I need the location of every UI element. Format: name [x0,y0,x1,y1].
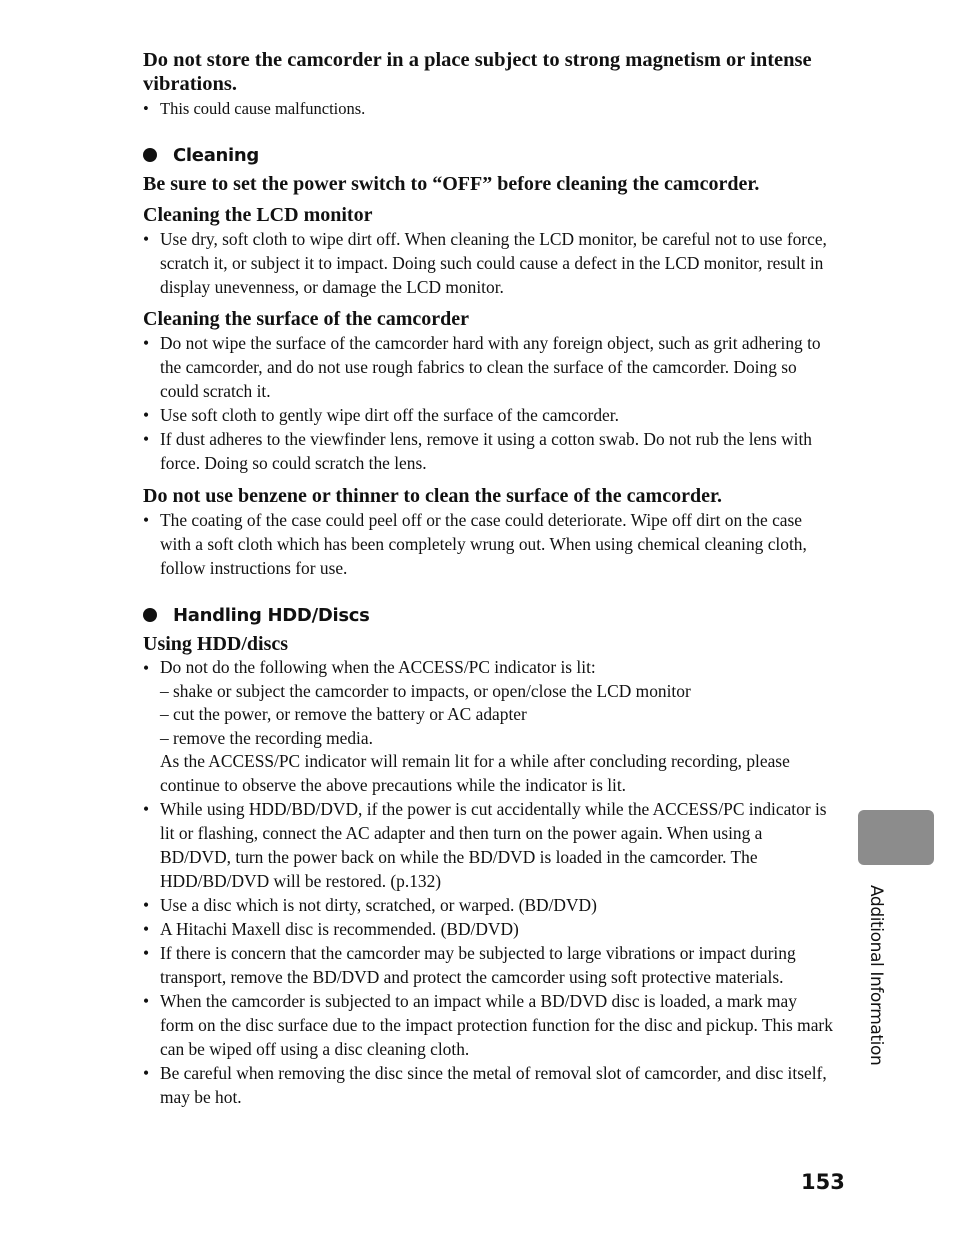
lcd-heading: Cleaning the LCD monitor [143,204,373,226]
surface-heading: Cleaning the surface of the camcorder [143,308,470,330]
bullet-icon: • [143,1063,150,1083]
bullet-icon: • [143,99,149,118]
cleaning-title: Cleaning [173,145,260,166]
list-item: • If there is concern that the camcorder may be subjected to large vibrations or impact during transport, remove the BD/DVD and protect the camcorder using soft protective materials. [143,943,796,987]
lcd-bullets [143,227,835,299]
bullet-icon: • [143,943,150,963]
cleaning-section-heading [143,144,835,168]
bullet-icon: • [143,895,150,915]
list-item: • When the camcorder is subjected to an impact while a BD/DVD disc is loaded, a mark may form on the disc surface due to the impact protection function for the disc and pickup. This mark can be wiped off using a disc cleaning cloth. [143,991,833,1059]
bullet-icon: • [143,510,150,530]
handling-title: Handling HDD/Discs [173,605,370,626]
list-item: • Use dry, soft cloth to wipe dirt off. When cleaning the LCD monitor, be careful not to use force, scratch it, or subject it to impact. Doing such could cause a defect in the LCD monitor, result in display unevenness, or damage the LCD monitor. [143,229,827,297]
list-item: • Use soft cloth to gently wipe dirt off the surface of the camcorder. [143,405,619,425]
using-bullets [143,656,835,1109]
chapter-tab [858,810,934,865]
surface-bullets [143,331,835,475]
bullet-icon: • [143,229,150,249]
benzene-heading: Do not use benzene or thinner to clean the surface of the camcorder. [143,485,722,507]
list-item: • Be careful when removing the disc since the metal of removal slot of camcorder, and disc itself, may be hot. [143,1063,827,1107]
list-item: • If dust adheres to the viewfinder lens, remove it using a cotton swab. Do not rub the lens with force. Doing so could scratch the lens. [143,429,813,473]
bullet-icon: • [143,919,150,939]
list-item-note: As the ACCESS/PC indicator will remain lit for a while after concluding recording, please continue to observe the above precautions while the indicator is lit. [160,751,790,795]
bullet-icon: • [143,658,150,678]
handling-section-heading [143,604,835,628]
list-item: • Use a disc which is not dirty, scratched, or warped. (BD/DVD) [143,895,597,915]
list-item: • The coating of the case could peel off or the case could deteriorate. Wipe off dirt on the case with a soft cloth which has been completely wrung out. When using chemical cleaning cloth, follow instructions for use. [143,510,807,578]
list-item: • A Hitachi Maxell disc is recommended. (BD/DVD) [143,919,519,939]
list-item: • This could cause malfunctions. [143,97,835,121]
bullet-icon: • [143,799,150,819]
magnetism-bullets [143,97,835,121]
using-heading: Using HDD/discs [143,633,289,655]
list-item-text: Do not do the following when the ACCESS/PC indicator is lit: [160,657,596,677]
page-number: 153 [801,1170,845,1194]
bullet-icon: • [143,429,150,449]
bullet-icon: • [143,405,150,425]
bullet-icon: • [143,991,150,1011]
bullet-dot-icon [143,148,157,162]
page-content [143,48,835,1109]
power-warning: Be sure to set the power switch to “OFF” before cleaning the camcorder. [143,173,760,195]
bullet-dot-icon [143,608,157,622]
magnetism-heading: Do not store the camcorder in a place subject to strong magnetism or intense vibrations. [143,49,812,95]
dash-item: – remove the recording media. [160,727,373,748]
chapter-side-label: Additional Information [866,885,886,1066]
benzene-bullets [143,508,835,580]
list-item: • Do not wipe the surface of the camcorder hard with any foreign object, such as grit adhering to the camcorder, and do not use rough fabrics to clean the surface of the camcorder. Doing so could scratch it. [143,333,821,401]
dash-item: – cut the power, or remove the battery or AC adapter [160,704,527,724]
dash-item: – shake or subject the camcorder to impacts, or open/close the LCD monitor [160,680,691,701]
list-item: • While using HDD/BD/DVD, if the power is cut accidentally while the ACCESS/PC indicator is lit or flashing, connect the AC adapter and then turn on the power again. When using a BD/DVD, turn the power back on while the BD/DVD is loaded in the camcorder. The HDD/BD/DVD will be restored. (p.132) [143,799,827,891]
list-item [143,656,835,797]
bullet-icon: • [143,333,150,353]
